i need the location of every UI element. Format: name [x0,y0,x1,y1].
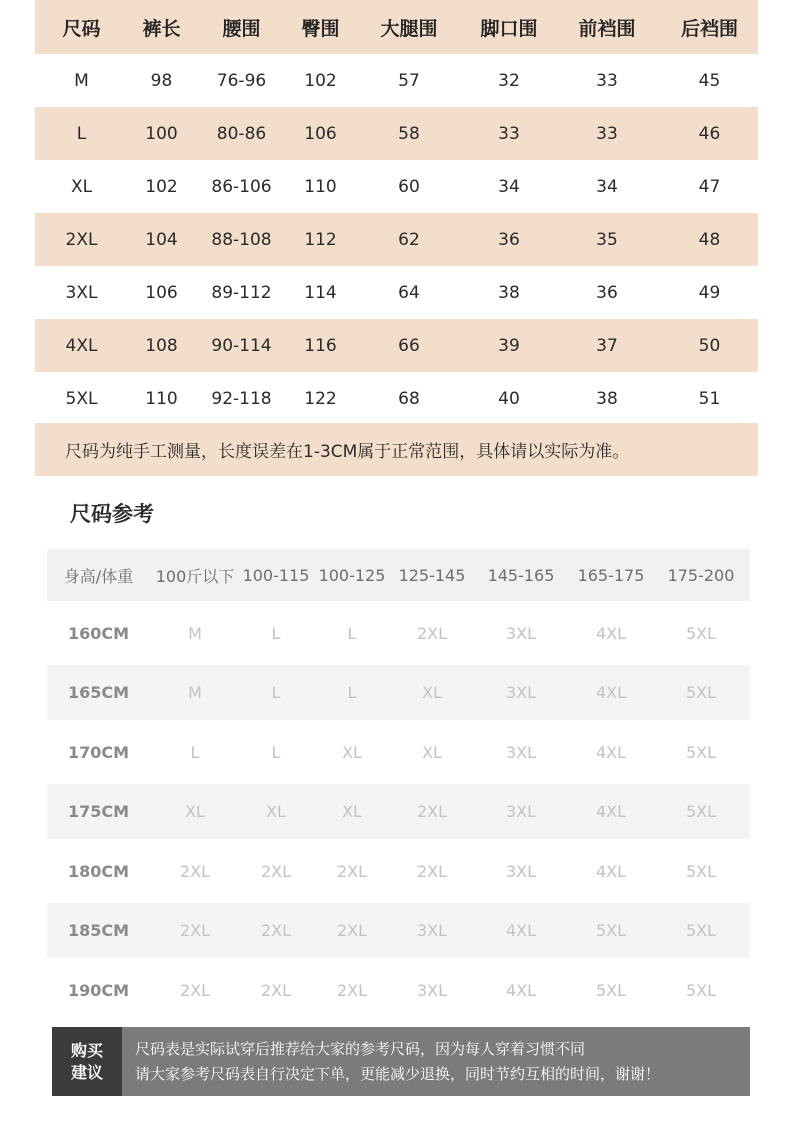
size-value: 47 [698,176,721,197]
recommended-size: 5XL [685,980,717,1000]
advice-label-line2: 建议 [70,1062,103,1082]
recommended-size: 2XL [179,921,211,940]
size-table-header [35,0,758,54]
size-label: 3XL [65,282,98,303]
size-value: 68 [398,388,420,409]
size-label: 5XL [65,388,98,409]
size-value: 57 [398,70,420,91]
recommended-size: 5XL [595,980,627,1000]
size-value: 110 [145,388,178,409]
ref-header-cell: 165-175 [577,565,645,585]
advice-text-line1: 尺码表是实际试穿后推荐给大家的参考尺码，因为每人穿着习惯不同 [135,1040,586,1058]
size-value: 33 [596,123,618,144]
size-value: 116 [304,335,337,356]
recommended-size: 4XL [595,861,627,881]
recommended-size: 4XL [595,683,627,702]
recommended-size: L [271,623,281,643]
recommended-size: XL [342,742,362,762]
recommended-size: 3XL [505,683,537,702]
recommended-size: 5XL [685,802,717,821]
size-value: 66 [398,335,420,356]
size-value: 60 [398,176,420,197]
recommended-size: 3XL [505,861,537,881]
size-value: 40 [498,388,520,409]
size-row [35,54,758,107]
size-value: 38 [596,388,618,409]
recommended-size: 3XL [505,742,537,762]
recommended-size: 3XL [416,980,448,1000]
recommended-size: XL [185,802,205,821]
header-cell: 腰围 [222,17,261,40]
size-value: 108 [145,335,178,356]
recommended-size: 5XL [685,742,717,762]
size-value: 36 [596,282,618,303]
recommended-size: 4XL [595,623,627,643]
size-label: M [74,70,89,91]
recommended-size: 5XL [685,921,717,940]
size-value: 106 [304,123,337,144]
height-label: 185CM [67,921,130,940]
ref-header-cell: 100-115 [242,565,310,585]
recommended-size: L [347,683,357,702]
reference-header [47,549,750,601]
recommended-size: L [190,742,200,762]
size-value: 76-96 [216,70,267,91]
recommended-size: 2XL [179,861,211,881]
recommended-size: 2XL [416,802,448,821]
size-row [35,319,758,372]
size-label: 4XL [65,335,98,356]
advice-text-line2: 请大家参考尺码表自行决定下单，更能减少退换，同时节约互相的时间，谢谢！ [135,1065,661,1083]
size-value: 64 [398,282,420,303]
size-row [35,107,758,160]
purchase-advice-label [52,1027,122,1096]
recommended-size: M [188,683,202,702]
recommended-size: 2XL [260,980,292,1000]
recommended-size: L [347,623,357,643]
recommended-size: XL [342,802,362,821]
ref-header-cell: 125-145 [398,565,466,585]
size-value: 48 [698,229,721,250]
recommended-size: XL [422,683,442,702]
size-value: 32 [498,70,520,91]
recommended-size: XL [422,742,442,762]
size-value: 90-114 [211,335,272,356]
recommended-size: 2XL [416,623,448,643]
size-value: 106 [145,282,178,303]
size-value: 110 [304,176,337,197]
recommended-size: 5XL [685,683,717,702]
height-label: 180CM [67,861,130,881]
size-value: 88-108 [211,229,272,250]
recommended-size: 2XL [179,980,211,1000]
recommended-size: 2XL [416,861,448,881]
size-value: 50 [698,335,721,356]
size-value: 104 [145,229,178,250]
advice-label-line1: 购买 [70,1040,103,1060]
reference-row [47,903,750,958]
ref-header-cell: 身高/体重 [63,566,134,586]
size-value: 98 [150,70,173,91]
header-cell: 后裆围 [680,17,738,40]
size-value: 89-112 [211,282,272,303]
size-value: 80-86 [216,123,267,144]
size-value: 122 [304,388,337,409]
size-value: 58 [398,123,420,144]
header-cell: 脚口围 [480,17,538,40]
recommended-size: 5XL [685,861,717,881]
size-row [35,266,758,319]
size-value: 34 [596,176,618,197]
purchase-advice-text [135,1037,660,1087]
size-label: XL [70,176,93,197]
size-value: 112 [304,229,337,250]
height-label: 190CM [67,980,130,1000]
size-value: 45 [698,70,721,91]
size-value: 49 [698,282,721,303]
recommended-size: L [271,683,281,702]
size-value: 102 [145,176,178,197]
header-cell: 大腿围 [380,17,438,40]
ref-header-cell: 145-165 [487,565,555,585]
recommended-size: 2XL [260,861,292,881]
size-table [35,0,758,425]
size-row [35,160,758,213]
recommended-size: 2XL [260,921,292,940]
recommended-size: 5XL [685,623,717,643]
recommended-size: 3XL [505,802,537,821]
size-value: 33 [596,70,618,91]
recommended-size: 4XL [505,921,537,940]
reference-row [47,665,750,720]
reference-row [47,844,750,899]
recommended-size: 4XL [505,980,537,1000]
ref-header-cell: 175-200 [667,565,735,585]
recommended-size: 4XL [595,802,627,821]
height-label: 170CM [67,742,130,762]
size-value: 36 [498,229,520,250]
reference-row [47,606,750,661]
height-label: 165CM [67,683,130,702]
recommended-size: 3XL [505,623,537,643]
reference-row [47,963,750,1018]
size-label: L [76,123,87,144]
recommended-size: M [188,623,202,643]
height-label: 175CM [67,802,130,821]
reference-row [47,725,750,780]
size-value: 100 [145,123,178,144]
reference-row [47,784,750,839]
size-value: 39 [498,335,520,356]
header-cell: 裤长 [142,17,181,40]
recommended-size: L [271,742,281,762]
header-cell: 前裆围 [578,17,636,40]
measurement-note: 尺码为纯手工测量，长度误差在1-3CM属于正常范围，具体请以实际为准。 [35,423,758,476]
header-cell: 臀围 [301,17,340,40]
size-value: 51 [698,388,721,409]
purchase-advice-banner [52,1027,750,1096]
recommended-size: 5XL [595,921,627,940]
reference-table [47,549,750,1022]
size-value: 37 [596,335,618,356]
size-value: 114 [304,282,337,303]
size-value: 35 [596,229,618,250]
size-value: 46 [698,123,721,144]
size-row [35,372,758,425]
recommended-size: XL [266,802,286,821]
size-value: 86-106 [211,176,272,197]
size-value: 34 [498,176,520,197]
size-value: 92-118 [211,388,272,409]
size-value: 102 [304,70,337,91]
size-row [35,213,758,266]
recommended-size: 2XL [336,921,368,940]
recommended-size: 2XL [336,861,368,881]
size-value: 33 [498,123,520,144]
recommended-size: 3XL [416,921,448,940]
size-label: 2XL [65,229,98,250]
recommended-size: 2XL [336,980,368,1000]
recommended-size: 4XL [595,742,627,762]
ref-header-cell: 100-125 [318,565,386,585]
reference-title: 尺码参考 [70,502,154,526]
height-label: 160CM [67,623,130,643]
size-value: 62 [398,229,420,250]
size-value: 38 [498,282,520,303]
ref-header-cell: 100斤以下 [155,566,235,586]
header-cell: 尺码 [62,17,101,40]
